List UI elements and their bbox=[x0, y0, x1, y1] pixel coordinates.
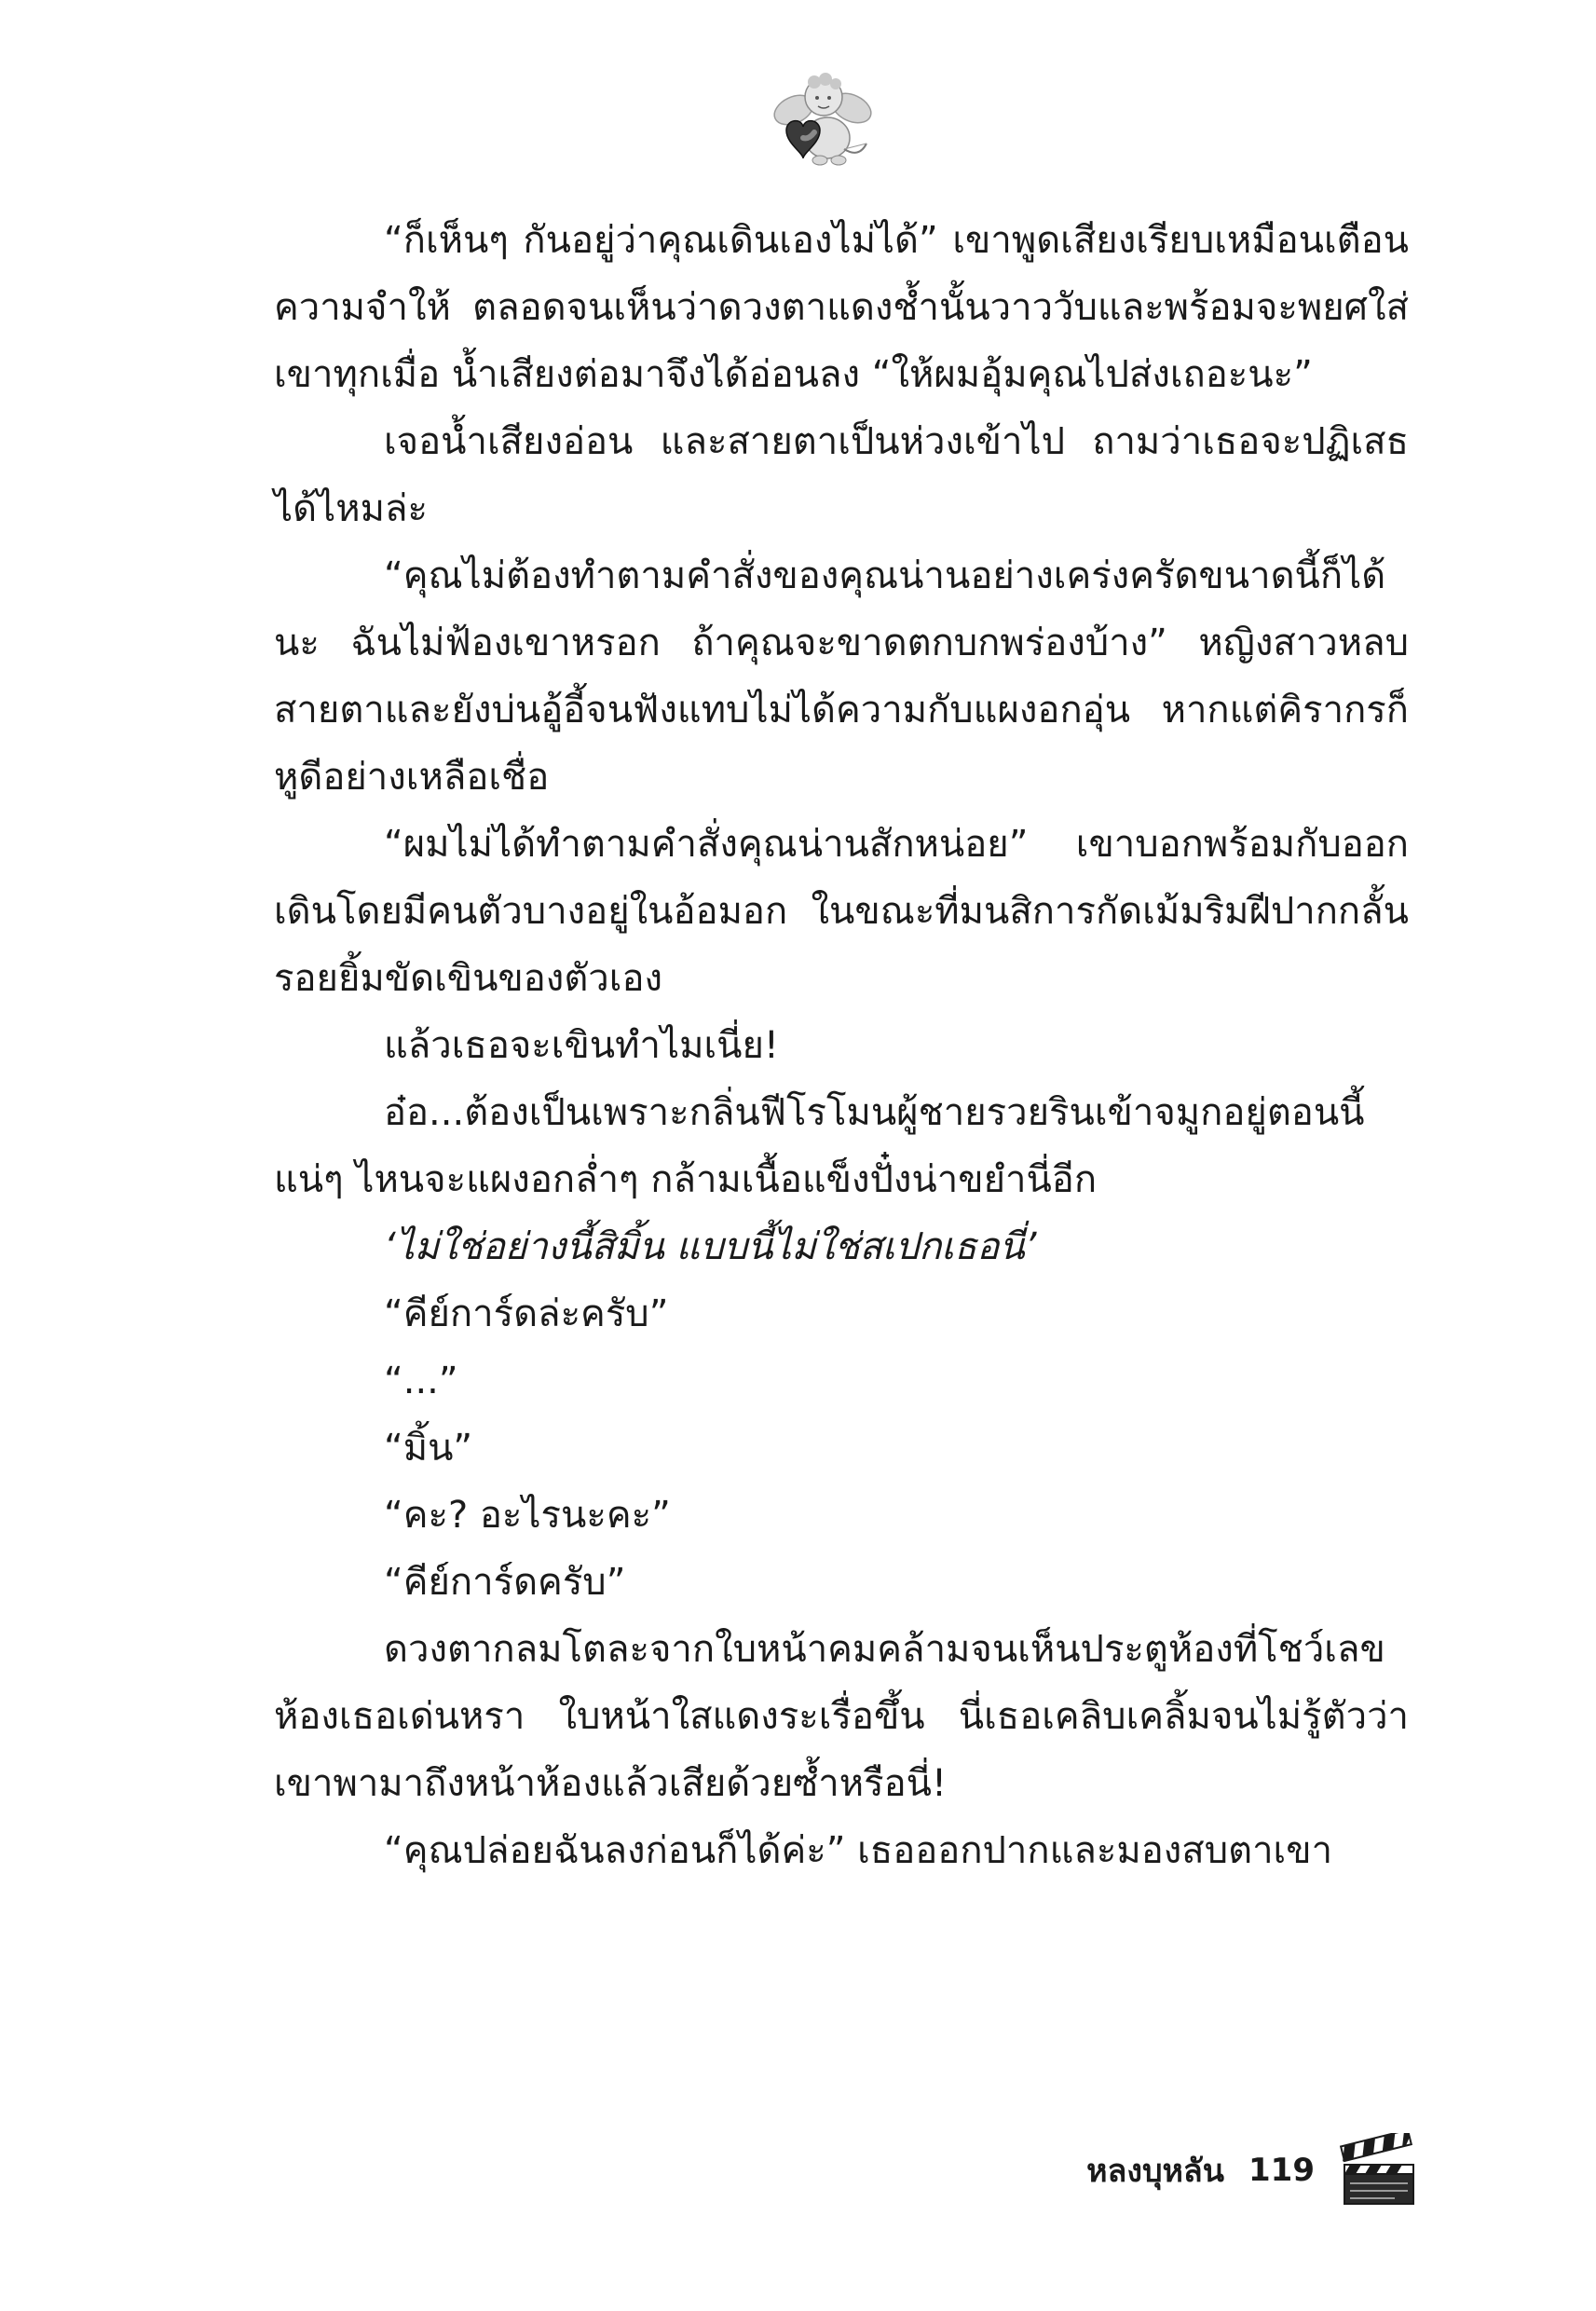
page-number: 119 bbox=[1248, 2152, 1315, 2189]
dialogue-line: “มิ้น” bbox=[384, 1427, 473, 1470]
paragraph: แล้วเธอจะเขินทำไมเนี่ย! bbox=[384, 1024, 779, 1067]
page-footer bbox=[1086, 2128, 1419, 2212]
cherub-heart-icon bbox=[766, 65, 878, 177]
dialogue-line: “คะ? อะไรนะคะ” bbox=[384, 1494, 671, 1537]
paragraph: “คุณปล่อยฉันลงก่อนก็ได้ค่ะ” เธอออกปากและมองสบตาเขา bbox=[384, 1829, 1333, 1872]
film-clapperboard-icon bbox=[1339, 2133, 1419, 2208]
inner-thought-paragraph: ‘ไม่ใช่อย่างนี้สิมิ้น แบบนี้ไม่ใช่สเปกเธอนี่’ bbox=[384, 1225, 1037, 1268]
book-title: หลงบุหลัน bbox=[1086, 2153, 1225, 2190]
paragraph: เจอน้ำเสียงอ่อน และสายตาเป็นห่วงเข้าไป ถามว่าเธอจะปฏิเสธได้ไหมล่ะ bbox=[274, 420, 1409, 530]
paragraph: “ก็เห็นๆ กันอยู่ว่าคุณเดินเองไม่ได้” เขาพูดเสียงเรียบเหมือนเตือนความจำให้ ตลอดจนเห็นว่าดวงตาแดงช้ำนั้นวาววับและพร้อมจะพยศใส่เขาทุกเมื่อ น้ำเสียงต่อมาจึงได้อ่อนลง “ให้ผมอุ้มคุณไปส่งเถอะนะ” bbox=[274, 219, 1409, 396]
paragraph: “ผมไม่ได้ทำตามคำสั่งคุณน่านสักหน่อย” เขาบอกพร้อมกับออกเดินโดยมีคนตัวบางอยู่ในอ้อมอก ในขณะที่มนสิการกัดเม้มริมฝีปากกลั้นรอยยิ้มขัดเขินของตัวเอง bbox=[274, 823, 1409, 1000]
dialogue-line: “...” bbox=[384, 1360, 458, 1402]
paragraph: อ๋อ...ต้องเป็นเพราะกลิ่นฟีโรโมนผู้ชายรวยรินเข้าจมูกอยู่ตอนนี้แน่ๆ ไหนจะแผงอกล่ำๆ กล้ามเนื้อแข็งปั๋งน่าขยำนี่อีก bbox=[274, 1091, 1365, 1201]
body-text bbox=[274, 207, 1409, 1884]
paragraph: ดวงตากลมโตละจากใบหน้าคมคล้ามจนเห็นประตูห้องที่โชว์เลขห้องเธอเด่นหรา ใบหน้าใสแดงระเรื่อขึ้น นี่เธอเคลิบเคลิ้มจนไม่รู้ตัวว่าเขาพามาถึงหน้าห้องแล้วเสียด้วยซ้ำหรือนี่! bbox=[274, 1628, 1409, 1805]
paragraph: “คุณไม่ต้องทำตามคำสั่งของคุณน่านอย่างเคร่งครัดขนาดนี้ก็ได้นะ ฉันไม่ฟ้องเขาหรอก ถ้าคุณจะขาดตกบกพร่องบ้าง” หญิงสาวหลบสายตาและยังบ่นอู้อี้จนฟังแทบไม่ได้ความกับแผงอกอุ่น หากแต่คิรากรก็หูดีอย่างเหลือเชื่อ bbox=[274, 554, 1409, 799]
dialogue-line: “คีย์การ์ดครับ” bbox=[384, 1561, 626, 1604]
dialogue-line: “คีย์การ์ดล่ะครับ” bbox=[384, 1292, 669, 1335]
